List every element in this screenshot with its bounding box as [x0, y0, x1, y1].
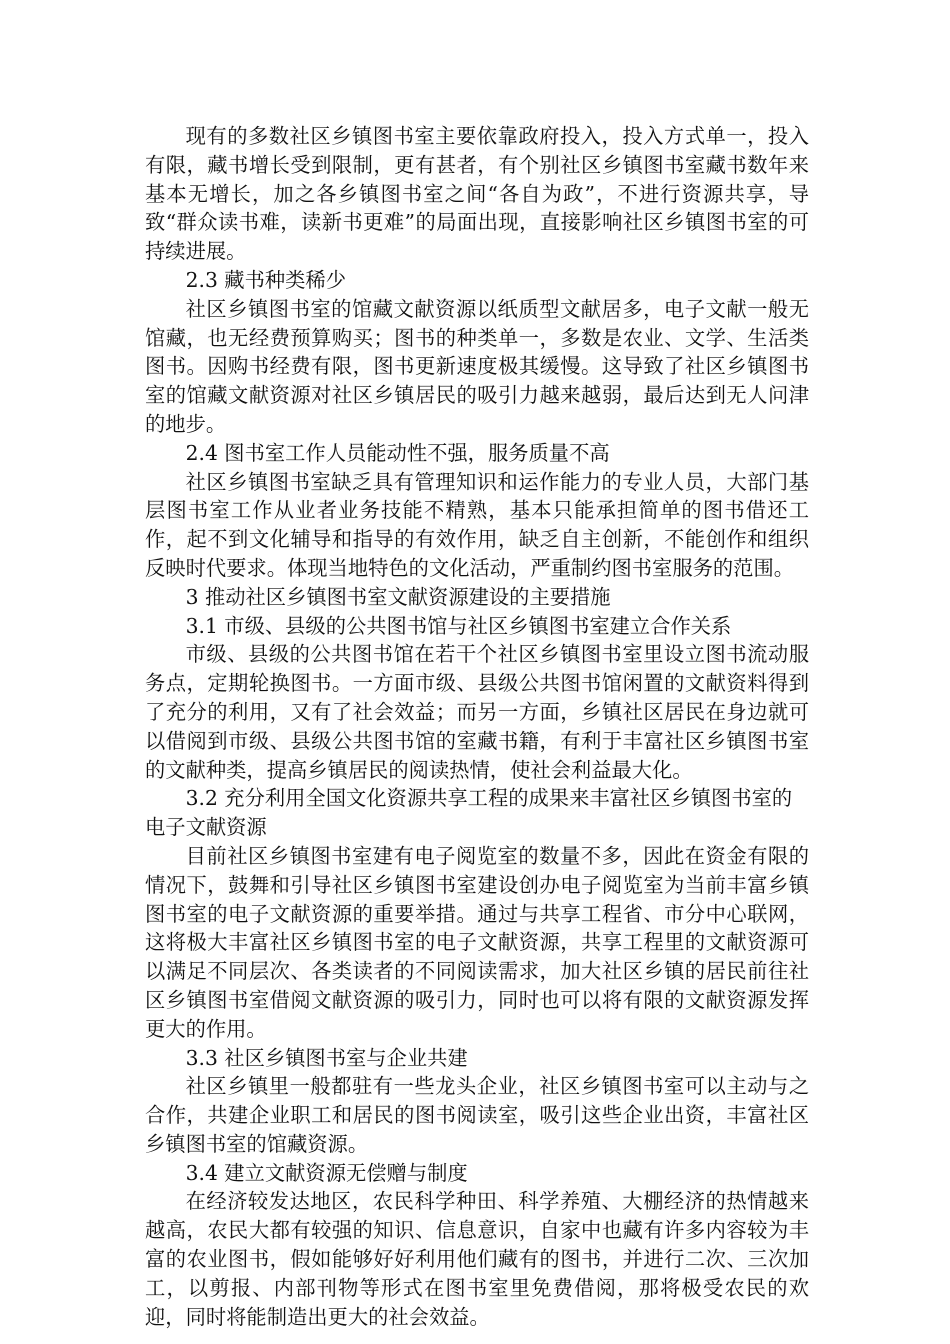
section-heading: 3.2 充分利用全国文化资源共享工程的成果来丰富社区乡镇图书室的电子文献资源	[145, 786, 793, 840]
paragraph: 现有的多数社区乡镇图书室主要依靠政府投入，投入方式单一，投入有限，藏书增长受到限制，更有甚者，有个别社区乡镇图书室藏书数年来基本无增长，加之各乡镇图书室之间“各自为政”，不进行资源共享，导致“群众读书难，读新书更难”的局面出现，直接影响社区乡镇图书室的可持续进展。	[145, 124, 809, 264]
section-heading: 2.3 藏书种类稀少	[185, 267, 346, 292]
document-body	[145, 122, 809, 1331]
paragraph: 在经济较发达地区，农民科学种田、科学养殖、大棚经济的热情越来越高，农民大都有较强的知识、信息意识，自家中也藏有许多内容较为丰富的农业图书，假如能够好好利用他们藏有的图书，并进行二次、三次加工，以剪报、内部刊物等形式在图书室里免费借阅，那将极受农民的欢迎，同时将能制造出更大的社会效益。	[145, 1189, 809, 1329]
section-heading: 2.4 图书室工作人员能动性不强，服务质量不高	[185, 440, 610, 465]
section-heading: 3.4 建立文献资源无偿赠与制度	[185, 1160, 468, 1185]
paragraph: 市级、县级的公共图书馆在若干个社区乡镇图书室里设立图书流动服务点，定期轮换图书。一方面市级、县级公共图书馆闲置的文献资料得到了充分的利用，又有了社会效益；而另一方面，乡镇社区居民在身边就可以借阅到市级、县级公共图书馆的室藏书籍，有利于丰富社区乡镇图书室的文献种类，提高乡镇居民的阅读热情，使社会利益最大化。	[145, 642, 809, 782]
paragraph: 目前社区乡镇图书室建有电子阅览室的数量不多，因此在资金有限的情况下，鼓舞和引导社区乡镇图书室建设创办电子阅览室为当前丰富乡镇图书室的电子文献资源的重要举措。通过与共享工程省、市分中心联网，这将极大丰富社区乡镇图书室的电子文献资源，共享工程里的文献资源可以满足不同层次、各类读者的不同阅读需求，加大社区乡镇的居民前往社区乡镇图书室借阅文献资源的吸引力，同时也可以将有限的文献资源发挥更大的作用。	[145, 843, 809, 1041]
section-heading: 3.1 市级、县级的公共图书馆与社区乡镇图书室建立合作关系	[185, 613, 732, 638]
section-heading: 3 推动社区乡镇图书室文献资源建设的主要措施	[185, 584, 611, 609]
paragraph: 社区乡镇里一般都驻有一些龙头企业，社区乡镇图书室可以主动与之合作，共建企业职工和居民的图书阅读室，吸引这些企业出资，丰富社区乡镇图书室的馆藏资源。	[145, 1074, 809, 1156]
paragraph: 社区乡镇图书室的馆藏文献资源以纸质型文献居多，电子文献一般无馆藏，也无经费预算购买；图书的种类单一，多数是农业、文学、生活类图书。因购书经费有限，图书更新速度极其缓慢。这导致了社区乡镇图书室的馆藏文献资源对社区乡镇居民的吸引力越来越弱，最后达到无人问津的地步。	[145, 296, 809, 436]
section-heading: 3.3 社区乡镇图书室与企业共建	[185, 1045, 468, 1070]
paragraph: 社区乡镇图书室缺乏具有管理知识和运作能力的专业人员，大部门基层图书室工作从业者业务技能不精熟，基本只能承担简单的图书借还工作，起不到文化辅导和指导的有效作用，缺乏自主创新，不能创作和组织反映时代要求。体现当地特色的文化活动，严重制约图书室服务的范围。	[145, 469, 809, 580]
